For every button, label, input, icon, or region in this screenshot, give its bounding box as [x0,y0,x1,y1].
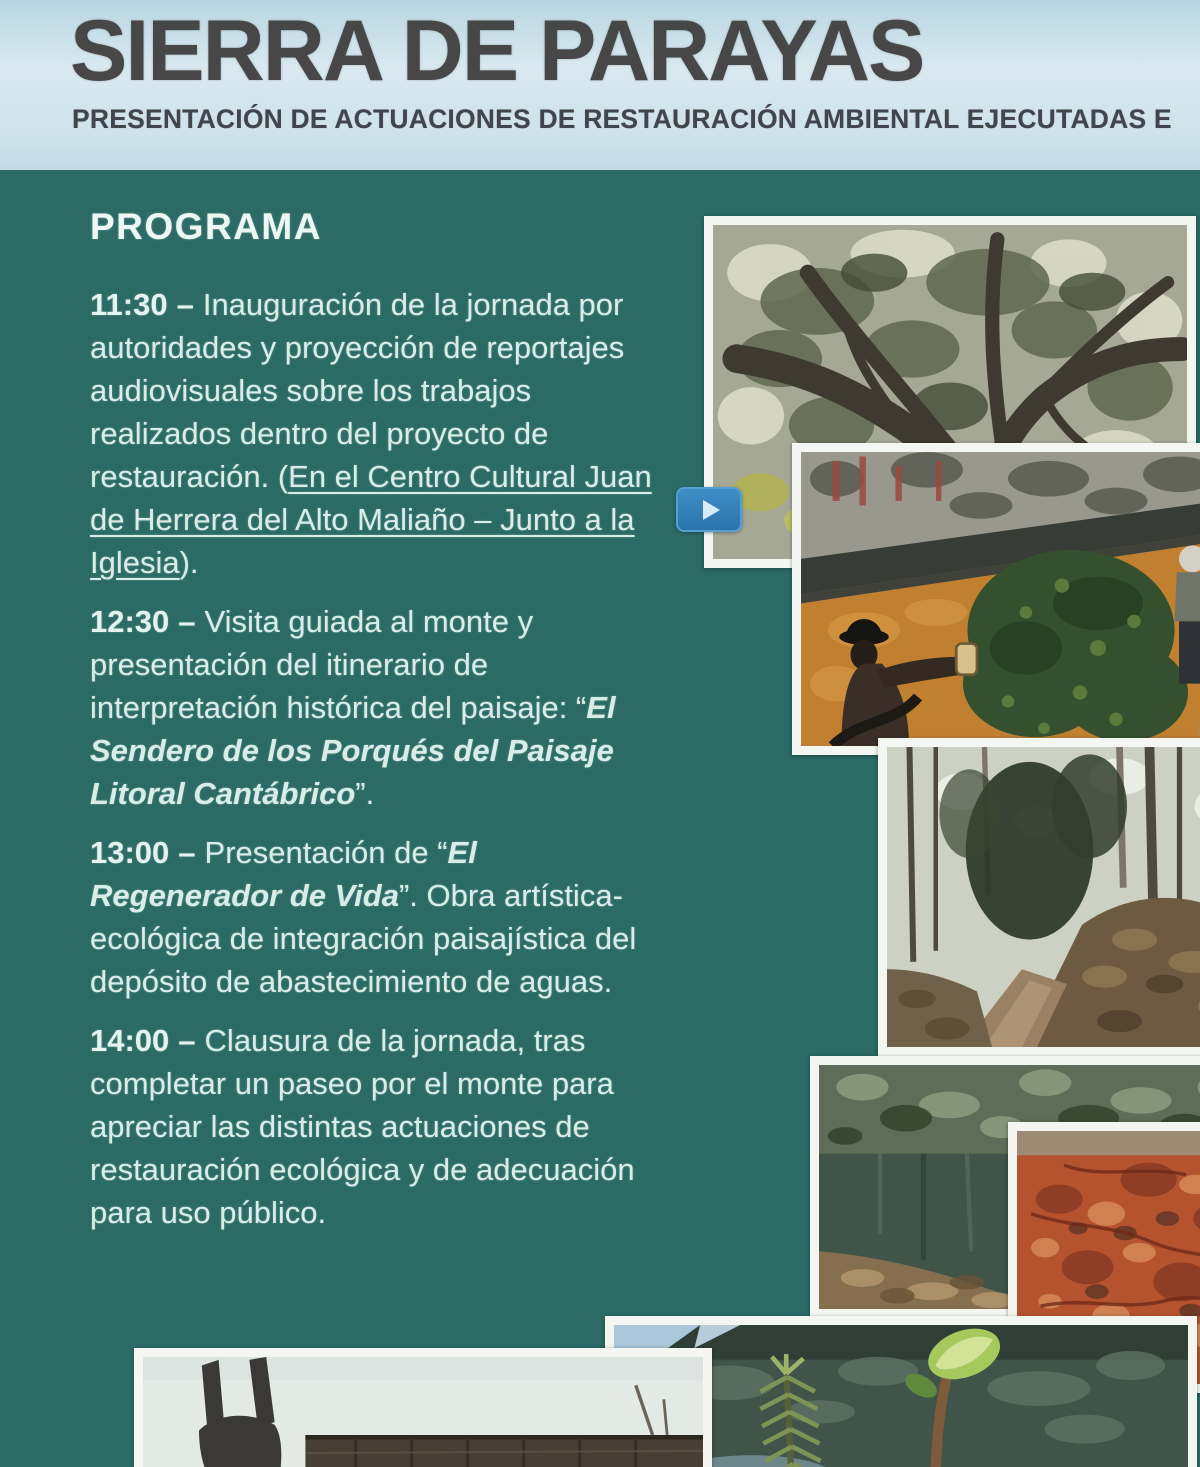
program-item-1400 [90,1019,668,1234]
poster-title: SIERRA DE PARAYAS [70,3,924,99]
item-work-title: El Sendero de los Porqués del Paisaje Litoral Cantábrico [90,690,616,811]
item-work-title: El Regenerador de Vida [90,835,477,913]
item-text: Clausura de la jornada, tras completar un paseo por el monte para apreciar las distintas actuaciones de restauración ecológica y de adecuación para uso público. [90,1023,635,1230]
photo-donkey-by-wall [134,1348,712,1467]
item-text: Presentación de “ [204,835,448,870]
poster-header [0,0,1200,170]
item-time: 11:30 [90,287,168,322]
program-item-1300 [90,831,668,1003]
video-play-button[interactable] [676,487,742,532]
poster-subtitle: PRESENTACIÓN DE ACTUACIONES DE RESTAURACIÓN AMBIENTAL EJECUTADAS E [72,104,1172,134]
item-dash: – [176,287,194,322]
program-item-1230 [90,600,668,815]
photo-mural-painter [792,443,1200,755]
item-time: 14:00 [90,1023,170,1058]
item-dash: – [178,604,196,639]
item-dash: – [178,1023,196,1058]
item-time: 12:30 [90,604,170,639]
item-text: Inauguración de la jornada por autoridades y proyección de reportajes audiovisuales sobre los trabajos realizados dentro del proyecto de restauración. ( [90,287,625,494]
item-text-end: ”. Obra artística-ecológica de integración paisajística del depósito de abastecimiento de aguas. [90,878,637,999]
item-text-end: ”. [355,776,375,811]
play-icon [703,500,720,520]
item-dash: – [178,835,196,870]
item-time: 13:00 [90,835,170,870]
item-text-end: ). [179,545,199,580]
item-venue-underlined: En el Centro Cultural Juan de Herrera del Alto Maliaño – Junto a la Iglesia [90,459,652,580]
item-text: Visita guiada al monte y presentación del itinerario de interpretación histórica del paisaje: “ [90,604,587,725]
program-item-1130 [90,283,668,584]
photo-forest-path [878,738,1200,1056]
program-section [90,206,668,1250]
program-heading: PROGRAMA [90,206,322,247]
